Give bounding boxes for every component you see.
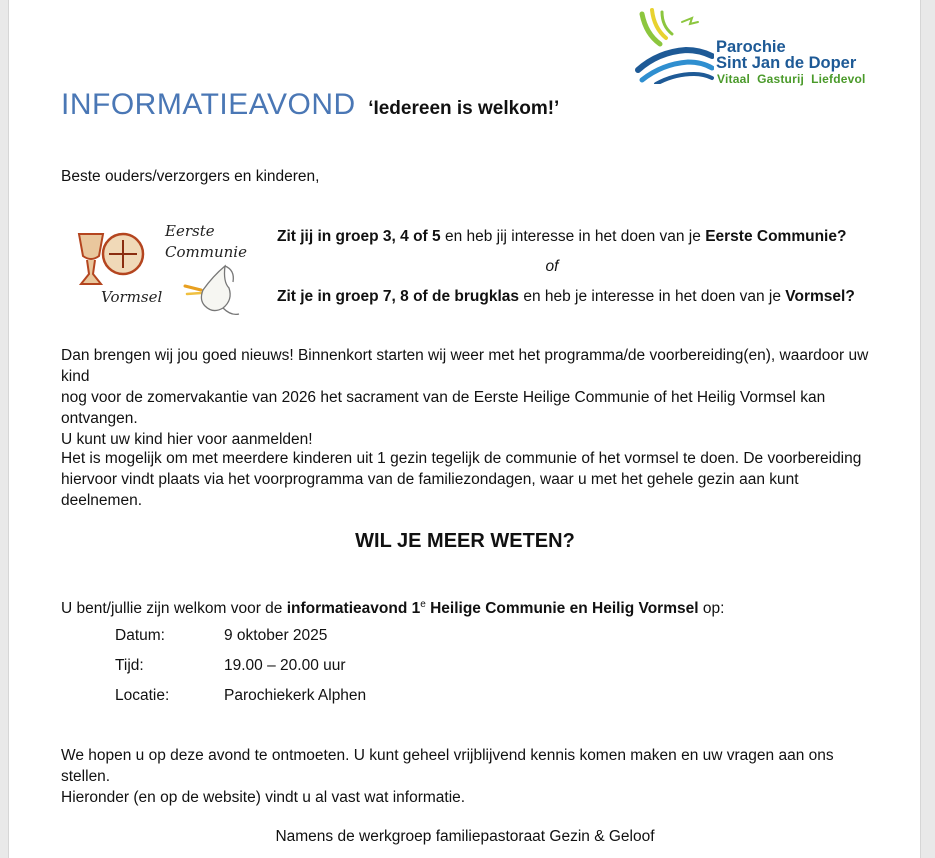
detail-label: Tijd: xyxy=(115,657,144,674)
paragraph1-line3: U kunt uw kind hier voor aanmelden! xyxy=(61,431,313,448)
question1-bold: Zit jij in groep 3, 4 of 5 xyxy=(277,228,441,245)
logo-name-line2: Sint Jan de Doper xyxy=(716,54,857,72)
parish-logo xyxy=(634,8,894,88)
page-subtitle: ‘Iedereen is welkom!’ xyxy=(368,98,560,119)
parish-logo-icon xyxy=(634,8,714,84)
closing-line1: We hopen u op deze avond te ontmoeten. U kunt geheel vrijblijvend kennis komen maken en uw vragen aan ons stellen. xyxy=(61,747,834,785)
detail-label: Locatie: xyxy=(115,687,170,704)
invite-bold2: Heilige Communie en Heilig Vormsel xyxy=(425,600,699,618)
question2-text: en heb je interesse in het doen van je xyxy=(519,288,786,305)
or-text: of xyxy=(545,258,559,275)
question1-text: en heb jij interesse in het doen van je xyxy=(440,228,706,245)
invite-bold1: informatieavond 1 xyxy=(286,600,421,618)
closing-paragraph xyxy=(61,745,873,808)
paragraph-multiple-children xyxy=(61,448,869,511)
page-title: INFORMATIEAVOND xyxy=(61,88,356,121)
detail-value: Parochiekerk Alphen xyxy=(224,687,367,704)
header xyxy=(61,88,559,122)
paragraph2-line1: Het is mogelijk om met meerdere kinderen uit 1 gezin tegelijk de communie of het vormsel te doen. De voorbereiding xyxy=(61,450,862,467)
section-heading: WIL JE MEER WETEN? xyxy=(355,530,575,552)
detail-label: Datum: xyxy=(115,627,165,644)
document-page xyxy=(8,0,921,858)
illustration-label-third: Vormsel xyxy=(101,288,163,306)
greeting: Beste ouders/verzorgers en kinderen, xyxy=(61,168,320,185)
illustration-label-second: Communie xyxy=(165,243,247,261)
invite-line xyxy=(61,594,724,619)
sacrament-illustration xyxy=(73,218,253,323)
closing-line2: Hieronder (en op de website) vindt u al vast wat informatie. xyxy=(61,789,466,806)
illustration-label-first: Eerste xyxy=(165,222,215,240)
logo-name-line1: Parochie xyxy=(716,38,786,56)
detail-value: 9 oktober 2025 xyxy=(224,627,328,644)
or-separator xyxy=(277,256,827,277)
signature: Namens de werkgroep familiepastoraat Gezin & Geloof xyxy=(275,828,655,845)
question2-bold: Zit je in groep 7, 8 of de brugklas xyxy=(277,288,520,305)
paragraph-good-news xyxy=(61,345,869,450)
dove-icon xyxy=(183,260,243,320)
paragraph1-line2: nog voor de zomervakantie van 2026 het sacrament van de Eerste Heilige Communie of het Heilig Vormsel kan ontvangen. xyxy=(61,389,826,427)
question-first-communion xyxy=(277,226,846,247)
question1-bold2: Eerste Communie? xyxy=(705,228,847,245)
logo-tagline: Vitaal Gasturij Liefdevol xyxy=(717,72,866,86)
question-confirmation xyxy=(277,286,855,307)
detail-value: 19.00 – 20.00 uur xyxy=(224,657,346,674)
question2-bold2: Vormsel? xyxy=(785,288,855,305)
paragraph1-line1: Dan brengen wij jou goed nieuws! Binnenkort starten wij weer met het programma/de voorbereiding(en), waardoor uw kind xyxy=(61,347,869,385)
chalice-host-icon xyxy=(73,226,153,290)
paragraph2-line2: hiervoor vindt plaats via het voorprogramma van de familiezondagen, waar u met het gehele gezin aan kunt deelnemen. xyxy=(61,471,799,509)
invite-text-after: op: xyxy=(698,600,725,618)
invite-sup: e xyxy=(420,599,426,610)
invite-text-before: U bent/jullie zijn welkom voor de xyxy=(61,600,287,618)
